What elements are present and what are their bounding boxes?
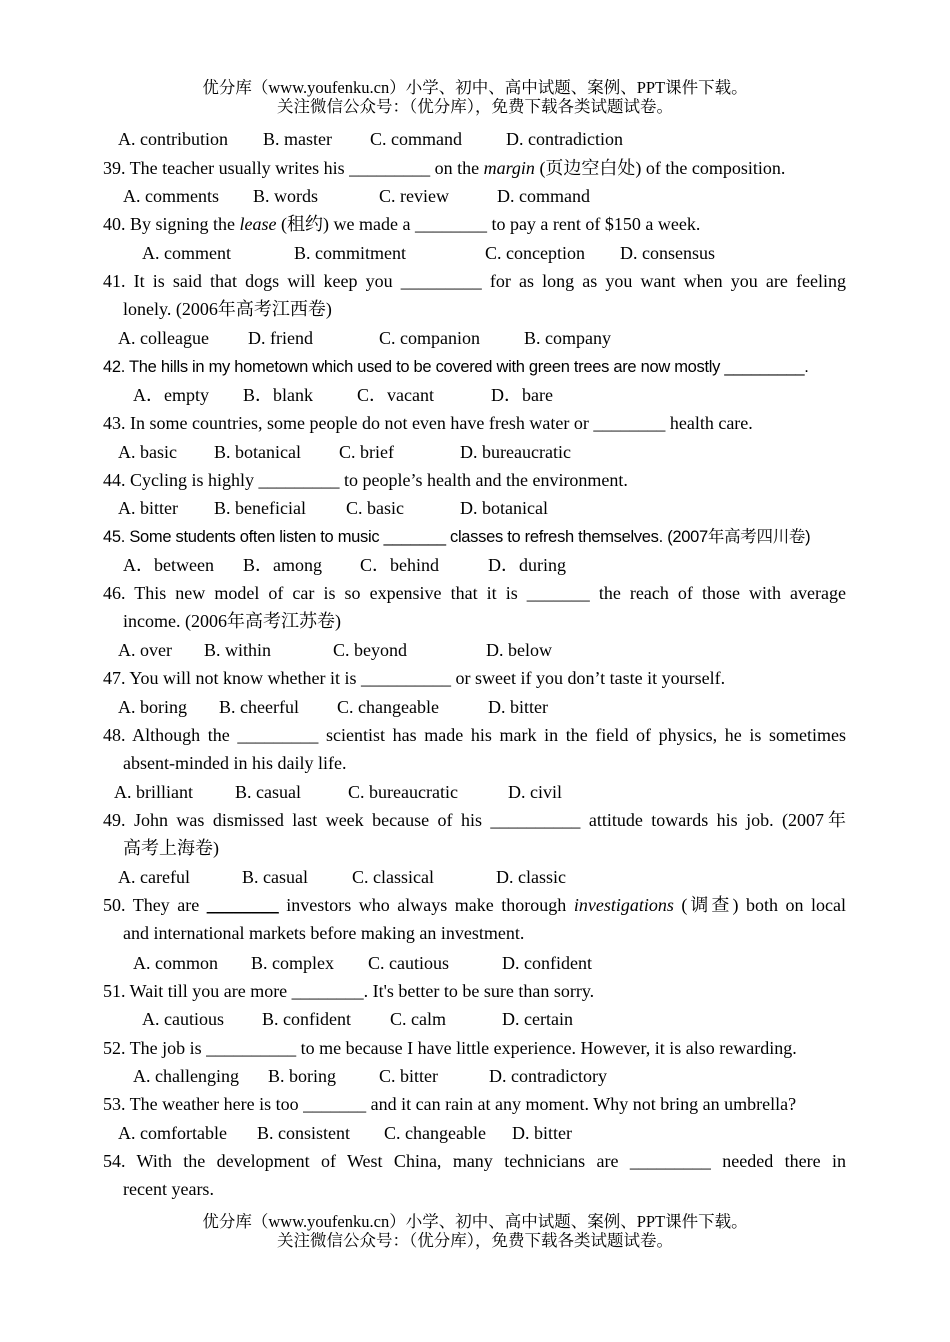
question-50 <box>103 894 846 944</box>
option-a: A. contribution <box>118 129 228 149</box>
option-c: C. beyond <box>333 640 407 660</box>
option-c: C. changeable <box>337 697 439 717</box>
question-39: 39. The teacher usually writes his _________ on the margin (页边空白处) of the composition. <box>103 158 786 178</box>
option-d: D．bare <box>491 385 553 405</box>
option-b: B．among <box>243 555 322 575</box>
question-text: 54. With the development of West China, many technicians are _________ needed there in <box>103 1151 846 1171</box>
footer-line-2: 关注微信公众号：（优分库），免费下载各类试题试卷。 <box>277 1231 673 1250</box>
option-b: B. commitment <box>294 243 406 263</box>
question-text: 48. Although the _________ scientist has made his mark in the field of physics, he is sometimes <box>103 725 846 745</box>
option-d: D. certain <box>502 1009 573 1029</box>
option-c: C. brief <box>339 442 394 462</box>
option-c: C. command <box>370 129 462 149</box>
option-c: C. changeable <box>384 1123 486 1143</box>
question-text-cont: recent years. <box>123 1179 214 1199</box>
option-a: A. bitter <box>118 498 178 518</box>
question-43: 43. In some countries, some people do not even have fresh water or ________ health care. <box>103 413 753 433</box>
option-b: B. master <box>263 129 332 149</box>
option-c: C. basic <box>346 498 404 518</box>
option-d: D. contradiction <box>506 129 623 149</box>
option-b: B. boring <box>268 1066 337 1086</box>
option-d: D. classic <box>496 867 566 887</box>
option-b: B. casual <box>242 867 308 887</box>
option-b: B. words <box>253 186 319 206</box>
question-51: 51. Wait till you are more ________. It's better to be sure than sorry. <box>103 981 595 1001</box>
option-c: C．vacant <box>357 385 434 405</box>
option-d: D. friend <box>248 328 313 348</box>
option-a: A. comment <box>142 243 231 263</box>
option-a: A. comfortable <box>118 1123 227 1143</box>
option-b: B. casual <box>235 782 301 802</box>
question-text-cont: and international markets before making an investment. <box>123 923 525 943</box>
option-b: B. cheerful <box>219 697 299 717</box>
option-d: D. confident <box>502 953 592 973</box>
option-c: C. companion <box>379 328 480 348</box>
option-c: C. conception <box>485 243 585 263</box>
option-a: A. comments <box>123 186 219 206</box>
option-c: C. bureaucratic <box>348 782 458 802</box>
question-47: 47. You will not know whether it is __________ or sweet if you don’t taste it yourself. <box>103 668 726 688</box>
option-c: C. classical <box>352 867 434 887</box>
header-line-1: 优分库（www.youfenku.cn）小学、初中、高中试题、案例、PPT课件下载。 <box>202 78 748 97</box>
option-d: D. contradictory <box>489 1066 607 1086</box>
option-c: C．behind <box>360 555 439 575</box>
option-d: D．during <box>488 555 566 575</box>
header-line-2: 关注微信公众号：（优分库），免费下载各类试题试卷。 <box>277 97 673 116</box>
question-46 <box>103 582 846 632</box>
option-a: A. over <box>118 640 172 660</box>
option-b: B. within <box>204 640 272 660</box>
question-53: 53. The weather here is too _______ and it can rain at any moment. Why not bring an umbrella? <box>103 1094 797 1114</box>
page-header <box>0 78 950 116</box>
option-c: C. calm <box>390 1009 446 1029</box>
question-text: 50. They are ________ investors who always make thorough investigations (调查) both on local <box>103 895 846 915</box>
option-a: A. careful <box>118 867 190 887</box>
question-42: 42. The hills in my hometown which used to be covered with green trees are now mostly _________. <box>103 358 809 376</box>
question-44: 44. Cycling is highly _________ to people’s health and the environment. <box>103 470 628 490</box>
question-text-cont: absent-minded in his daily life. <box>123 753 347 773</box>
option-d: D. consensus <box>620 243 715 263</box>
option-d: D. bitter <box>512 1123 572 1143</box>
option-b: B. botanical <box>214 442 301 462</box>
question-text-cont: income. (2006年高考江苏卷) <box>123 611 341 631</box>
question-40: 40. By signing the lease (租约) we made a ________ to pay a rent of $150 a week. <box>103 214 701 234</box>
option-a: A. brilliant <box>114 782 193 802</box>
option-a: A. boring <box>118 697 187 717</box>
option-a: A. cautious <box>142 1009 224 1029</box>
option-a: A. colleague <box>118 328 209 348</box>
option-d: D. bitter <box>488 697 548 717</box>
option-d: D. civil <box>508 782 562 802</box>
option-b: B．blank <box>243 385 313 405</box>
question-text-cont: 高考上海卷) <box>123 838 219 858</box>
option-c: C. cautious <box>368 953 449 973</box>
question-49 <box>103 809 846 859</box>
option-a: A．between <box>123 555 214 575</box>
option-a: A．empty <box>133 385 209 405</box>
option-b: B. consistent <box>257 1123 350 1143</box>
option-b: B. complex <box>251 953 334 973</box>
option-c: C. review <box>379 186 449 206</box>
question-54 <box>103 1150 846 1200</box>
option-a: A. challenging <box>133 1066 239 1086</box>
footer-line-1: 优分库（www.youfenku.cn）小学、初中、高中试题、案例、PPT课件下载。 <box>202 1212 748 1231</box>
option-d: D. botanical <box>460 498 548 518</box>
question-text-cont: lonely. (2006年高考江西卷) <box>123 299 332 319</box>
option-d: D. below <box>486 640 552 660</box>
question-text: 49. John was dismissed last week because of his __________ attitude towards his job. (2007年 <box>103 810 846 830</box>
question-41 <box>103 270 846 320</box>
option-c: C. bitter <box>379 1066 438 1086</box>
question-48 <box>103 724 846 774</box>
question-text: 46. This new model of car is so expensive that it is _______ the reach of those with average <box>103 583 846 603</box>
question-45: 45. Some students often listen to music _______ classes to refresh themselves. (2007年高考四川卷) <box>103 528 811 546</box>
question-52: 52. The job is __________ to me because I have little experience. However, it is also rewarding. <box>103 1038 797 1058</box>
option-a: A. basic <box>118 442 177 462</box>
page-footer <box>0 1212 950 1250</box>
option-b: B. confident <box>262 1009 351 1029</box>
option-a: A. common <box>133 953 218 973</box>
option-d: D. bureaucratic <box>460 442 571 462</box>
option-b: B. company <box>524 328 611 348</box>
option-b: B. beneficial <box>214 498 306 518</box>
option-d: D. command <box>497 186 590 206</box>
answer-blank: ________ <box>206 895 279 915</box>
question-text: 41. It is said that dogs will keep you _________ for as long as you want when you are feeling <box>103 271 846 291</box>
